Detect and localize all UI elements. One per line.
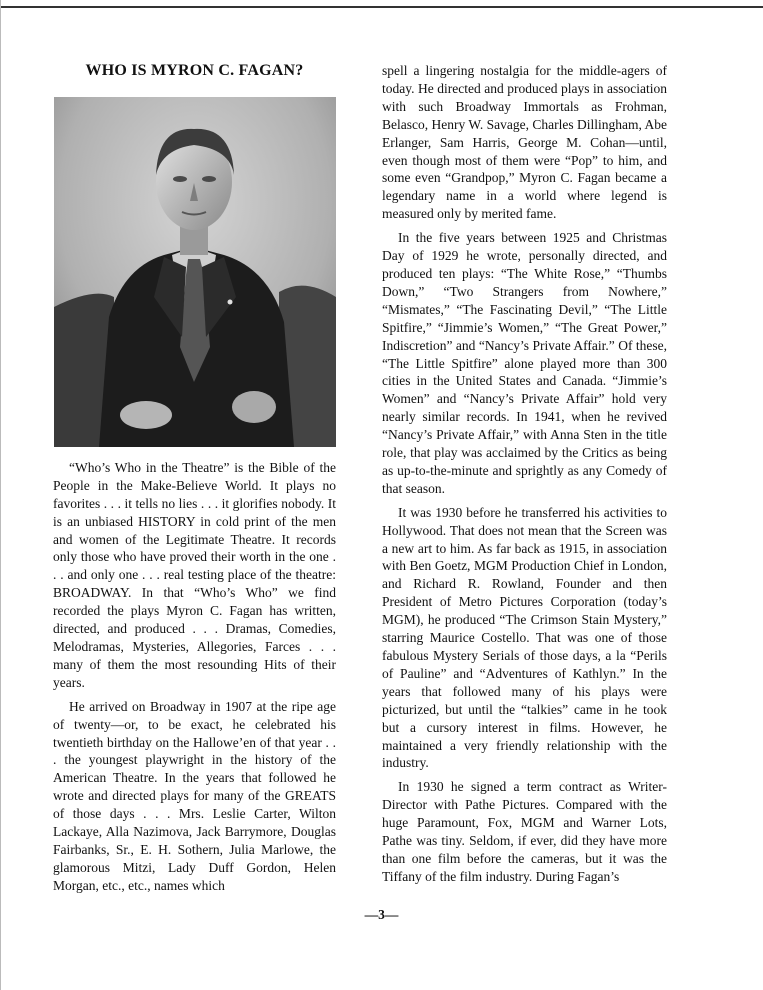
right-column bbox=[382, 62, 667, 892]
paragraph: It was 1930 before he transferred his activities to Hollywood. That does not mean that the Screen was a new art to him. As far back as 1915, in association with Ben Goetz, MGM Production Chief in London, and Richard R. Rowland, Founder and then President of Metro Pictures Corporation (today’s MGM), he produced “The Crimson Stain Mystery,” starring Maurice Costello. That was one of those fabulous Mystery Serials of those days, a la “Perils of Pauline” and “Adventures of Kathlyn.” In the years that followed many of his plays were picturized, but until the “talkies” came in he took but a cursory interest in films. However, he maintained a very friendly relationship with the industry. bbox=[382, 504, 667, 771]
paragraph: spell a lingering nostalgia for the middle-agers of today. He directed and produced plays in association with such Broadway Immortals as Frohman, Belasco, Henry W. Savage, Charles Dillingham, Abe Erlanger, Sam Harris, George M. Cohan—until, even though most of them were “Pop” to him, and some even “Grandpop,” Myron C. Fagan became a legendary name in a world where legend is measured only by merited fame. bbox=[382, 63, 667, 222]
paragraph: “Who’s Who in the Theatre” is the Bible of the People in the Make-Believe World. It plays no favorites . . . it tells no lies . . . it glorifies nobody. It is an unbiased HISTORY in cold print of the men and women of the Legitimate Theatre. It records only those who have proved their worth in the one . . . and only one . . . real testing place of the theatre: BROADWAY. In that “Who’s Who” we find recorded the plays Myron C. Fagan has written, directed, and produced . . . Dramas, Comedies, Melodramas, Mysteries, Allegories, Farces . . . many of them the most resounding Hits of their years. bbox=[53, 459, 336, 690]
page-number: —3— bbox=[364, 907, 399, 922]
page-edge bbox=[0, 0, 1, 990]
paragraph: In the five years between 1925 and Christmas Day of 1929 he wrote, personally directed, and produced ten plays: “The White Rose,” “Thumbs Down,” “Two Strangers from Nowhere,” “Mismates,” “The Fascinating Devil,” “The Little Spitfire,” “Jimmie’s Women,” “The Great Power,” Indiscretion” and “Nancy’s Private Affair.” Of these, “The Little Spitfire” alone played more than 300 cities in the United States and Canada. “Jimmie’s Women” and “Nancy’s Private Affair” hold very nearly similar records. In 1941, when he revived “Nancy’s Private Affair,” with Anna Sten in the title role, that play was acclaimed by the Critics as being as up-to-the-minute and sprightly as any Comedy of that season. bbox=[382, 230, 667, 496]
paragraph: In 1930 he signed a term contract as Writer-Director with Pathe Pictures. Compared with the huge Paramount, Fox, MGM and Warner Lots, Pathe was tiny. Seldom, if ever, did they have more than one film before the cameras, but it was the Tiffany of the film industry. During Fagan’s bbox=[382, 779, 667, 884]
paragraph: He arrived on Broadway in 1907 at the ripe age of twenty—or, to be exact, he celebrated his twentieth birthday on the Hallowe’en of that year . . . the youngest playwright in the history of the American Theatre. In the years that followed he wrote and directed plays for many of the GREATS of those days . . . Mrs. Leslie Carter, Wilton Lackaye, Alla Nazimova, Jack Barrymore, Douglas Fairbanks, Sr., E. H. Sothern, Julia Marlowe, the glamorous Mitzi, Lady Duff Gordon, Helen Morgan, etc., etc., names which bbox=[53, 698, 336, 893]
left-column bbox=[53, 62, 336, 901]
article-title: WHO IS MYRON C. FAGAN? bbox=[85, 62, 304, 79]
portrait-figure bbox=[54, 97, 336, 447]
top-rule bbox=[0, 6, 763, 8]
portrait-photo bbox=[54, 97, 336, 447]
